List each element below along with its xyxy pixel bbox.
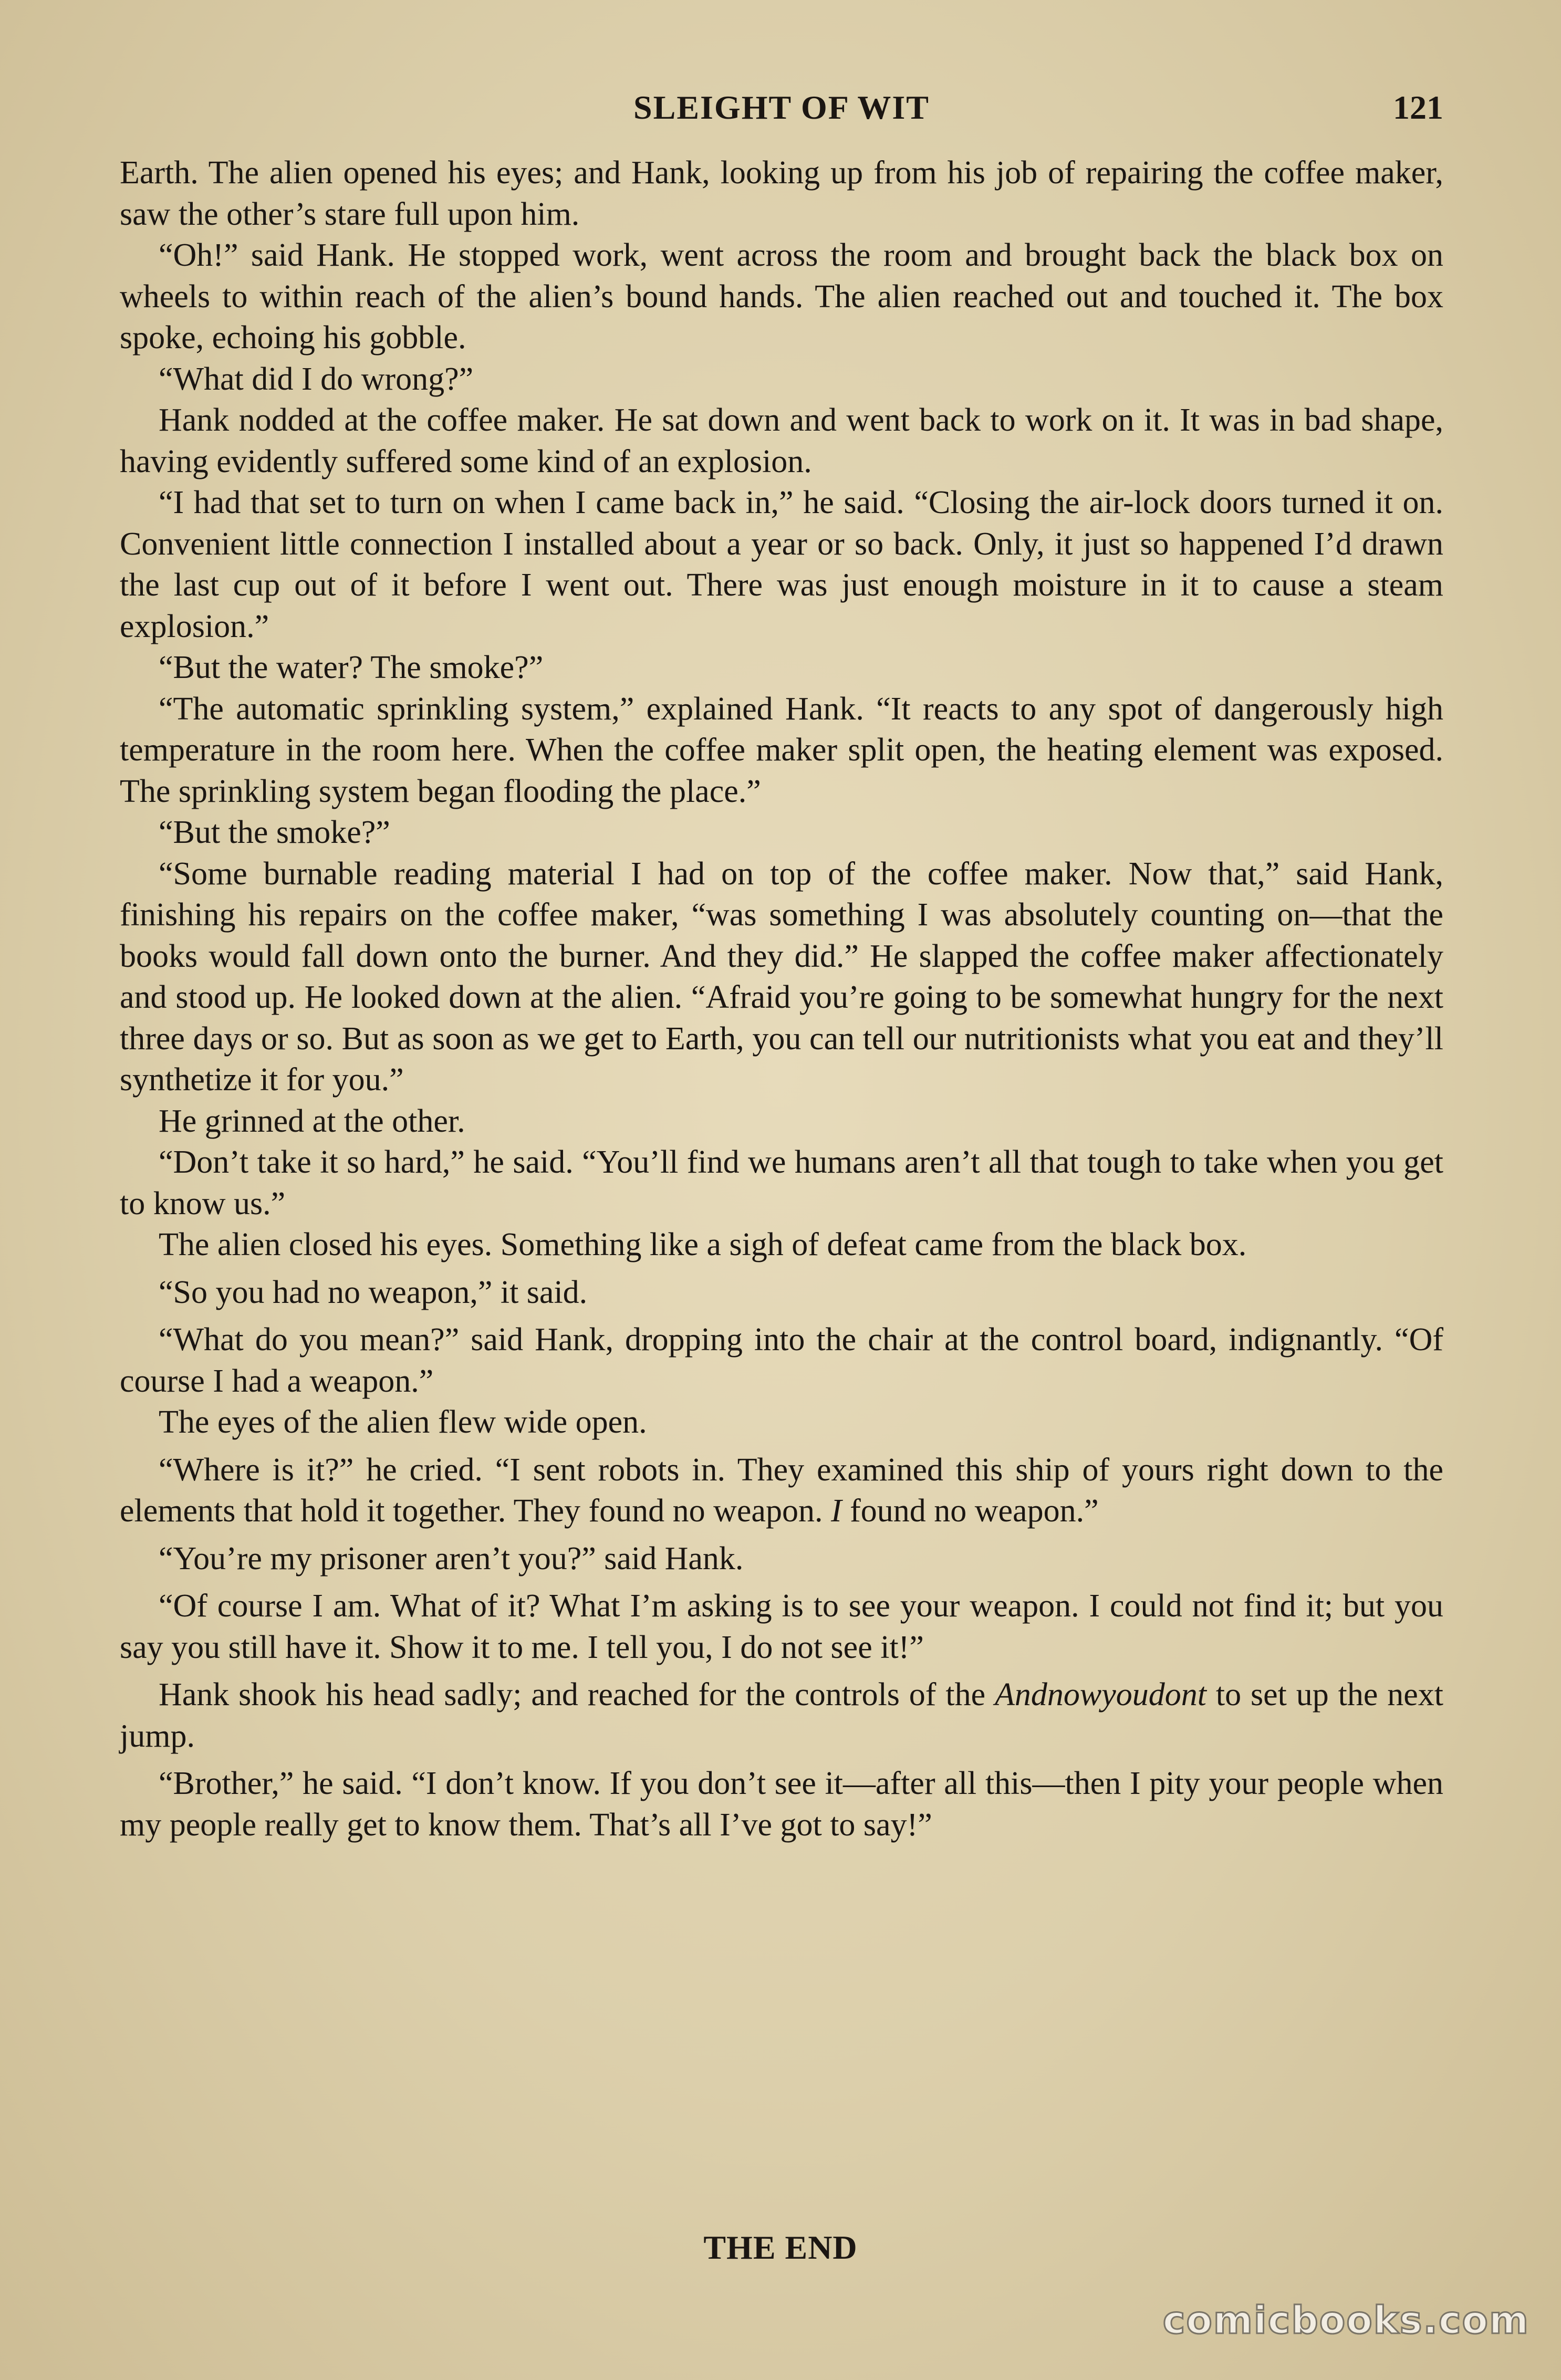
watermark: comicbooks.com — [1162, 2298, 1529, 2342]
text-run: “But the smoke?” — [159, 815, 390, 850]
paragraph — [120, 235, 1443, 359]
text-run: “You’re my prisoner aren’t you?” said Hank. — [159, 1540, 744, 1577]
paragraph — [120, 1585, 1443, 1668]
text-run: “What do you mean?” said Hank, dropping into the chair at the control board, indignantly. “Of course I had a weapon.” — [120, 1322, 1443, 1399]
paragraph — [120, 1763, 1443, 1845]
text-run: Hank nodded at the coffee maker. He sat down and went back to work on it. It was in bad shape, having evidently suffered some kind of an explosion. — [120, 402, 1443, 479]
text-run: Hank shook his head sadly; and reached for the controls of the — [159, 1677, 995, 1713]
text-run: “I had that set to turn on when I came back in,” he said. “Closing the air-lock doors turned it on. Convenient little connection I installed about a year or so back. Only, it just so happened I’d drawn the last cup out of it before I went out. There was just enough moisture in it to cause a steam explosion.” — [120, 485, 1443, 644]
paragraph — [120, 1272, 1443, 1313]
paragraph — [120, 1402, 1443, 1443]
text-run: “Where is it?” he cried. “I sent robots in. They examined this ship of yours right down to the elements that hold it together. They found no weapon. — [120, 1452, 1443, 1529]
paragraph — [120, 1538, 1443, 1580]
paragraph — [120, 812, 1443, 853]
text-run: “What did I do wrong?” — [159, 361, 474, 397]
text-run: “Some burnable reading material I had on top of the coffee maker. Now that,” said Hank, finishing his repairs on the coffee maker, “was something I was absolutely counting on—that the books would fall down onto the burner. And they did.” He slapped the coffee maker affectionately and stood up. He looked down at the alien. “Afraid you’re going to be somewhat hungry for the next three days or so. But as soon as we get to Earth, you can tell our nutritionists what you eat and they’ll synthetize it for you.” — [120, 855, 1443, 1098]
paragraph — [120, 152, 1443, 235]
italic-text: I — [830, 1493, 842, 1529]
text-run: “Of course I am. What of it? What I’m asking is to see your weapon. I could not find it; but you say you still have it. Show it to me. I tell you, I do not see it!” — [120, 1588, 1443, 1665]
paragraph — [120, 482, 1443, 647]
paragraph — [120, 1449, 1443, 1532]
text-run: “Don’t take it so hard,” he said. “You’ll find we humans aren’t all that tough to take when you get to know us.” — [120, 1144, 1443, 1222]
paragraph — [120, 1142, 1443, 1224]
text-run: “So you had no weapon,” it said. — [159, 1274, 588, 1310]
text-run: The eyes of the alien flew wide open. — [159, 1404, 647, 1440]
text-run: The alien closed his eyes. Something like a sigh of defeat came from the black box. — [159, 1227, 1247, 1262]
paragraph — [120, 1224, 1443, 1266]
paragraph — [120, 359, 1443, 400]
text-run: “The automatic sprinkling system,” explained Hank. “It reacts to any spot of dangerously high temperature in the room here. When the coffee maker split open, the heating element was exposed. The sprinkling system began flooding the place.” — [120, 691, 1443, 809]
text-run: “Brother,” he said. “I don’t know. If you don’t see it—after all this—then I pity your people when my people really get to know them. That’s all I’ve got to say!” — [120, 1766, 1443, 1843]
text-run: “But the water? The smoke?” — [159, 650, 544, 685]
text-run: Earth. The alien opened his eyes; and Hank, looking up from his job of repairing the coffee maker, saw the other’s stare full upon him. — [120, 155, 1443, 232]
text-run: “Oh!” said Hank. He stopped work, went across the room and brought back the black box on wheels to within reach of the alien’s bound hands. The alien reached out and touched it. The box spoke, echoing his gobble. — [120, 237, 1443, 356]
paragraph — [120, 853, 1443, 1101]
text-run: found no weapon.” — [841, 1493, 1099, 1529]
text-run: to set up the next jump. — [120, 1677, 1443, 1754]
page-header — [120, 84, 1443, 142]
text-run: He grinned at the other. — [159, 1103, 465, 1139]
paragraph — [120, 1674, 1443, 1757]
end-mark: THE END — [703, 2229, 858, 2266]
paragraph — [120, 1101, 1443, 1142]
paragraph — [120, 688, 1443, 812]
paragraph — [120, 400, 1443, 482]
page-number: 121 — [1393, 89, 1443, 126]
paragraph — [120, 1319, 1443, 1402]
italic-text: Andnowyoudont — [994, 1677, 1206, 1713]
paragraph — [120, 647, 1443, 688]
story-text — [120, 152, 1443, 1845]
running-title: SLEIGHT OF WIT — [633, 89, 930, 126]
